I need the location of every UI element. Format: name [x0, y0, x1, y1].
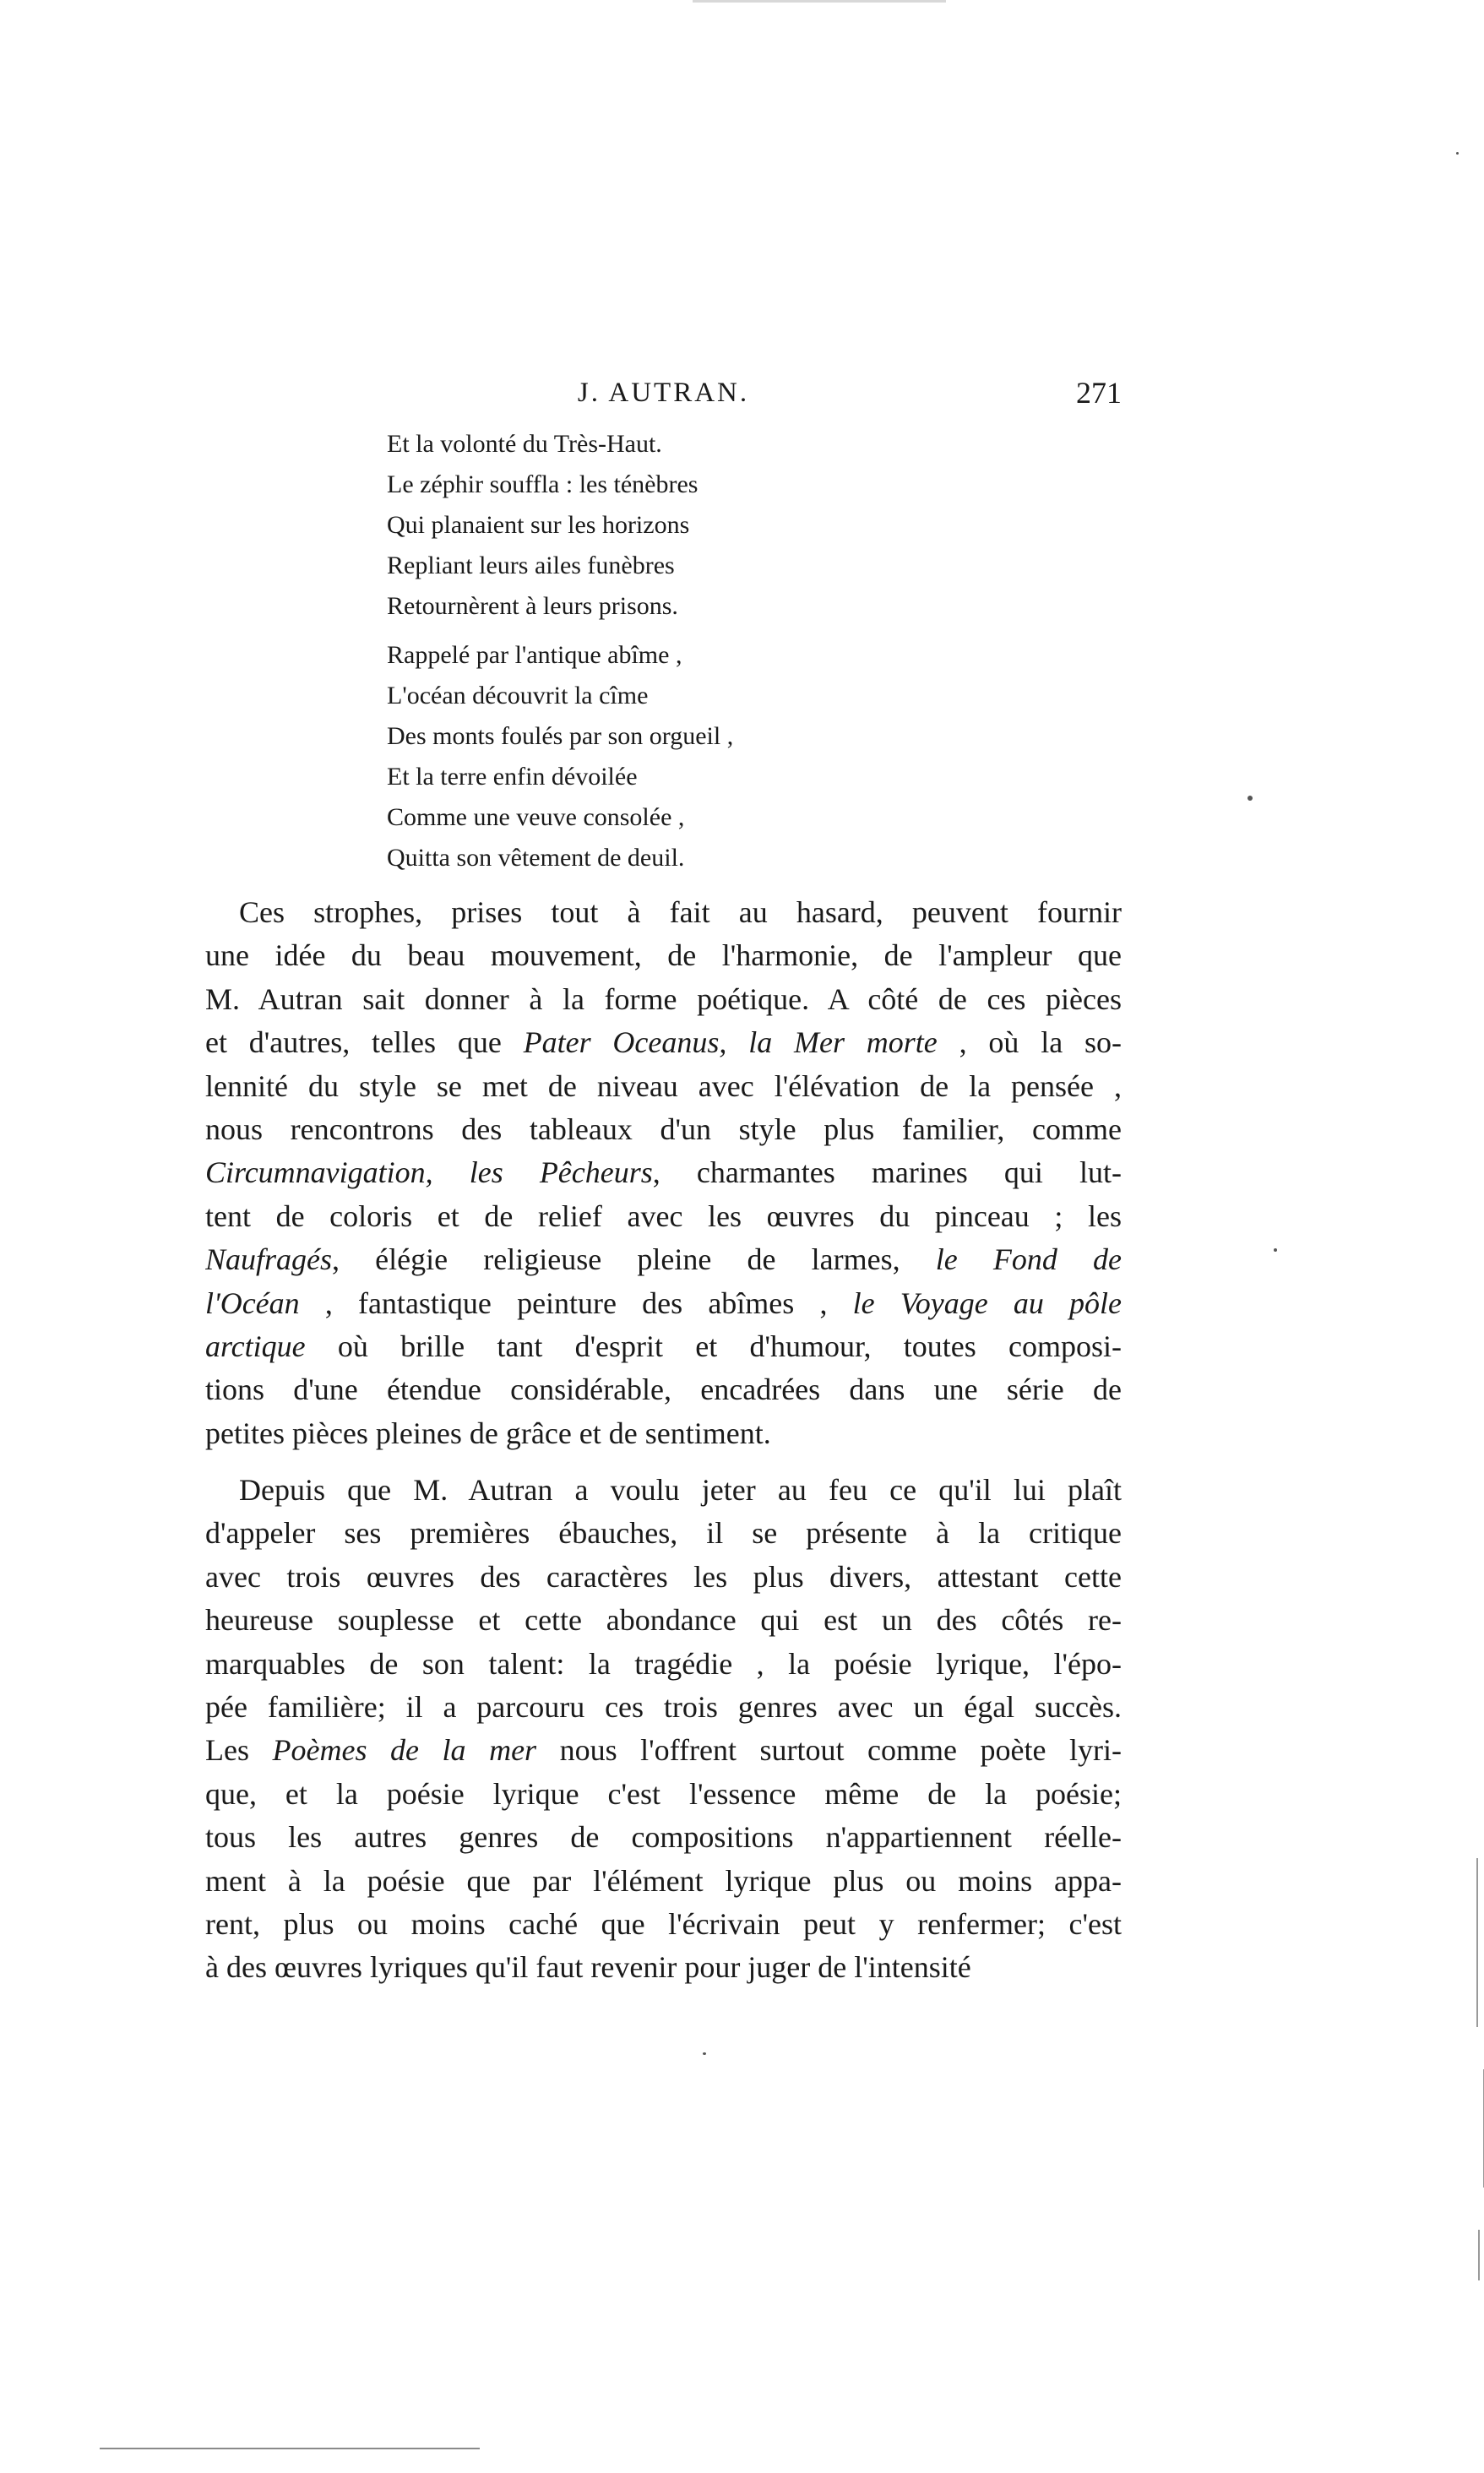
verse-line: Comme une veuve consolée , — [387, 803, 685, 831]
page-number: 271 — [1076, 376, 1122, 410]
text-line — [205, 1686, 1122, 1729]
text-line — [205, 1729, 1122, 1772]
text-line — [205, 1469, 1122, 1512]
scan-speck — [1248, 796, 1253, 801]
text-run: petites pièces pleines de grâce et de sentiment. — [205, 1416, 771, 1450]
verse-line: Et la volonté du Très-Haut. — [387, 430, 662, 458]
text-line — [205, 934, 1122, 977]
text-run: tous les autres genres de compositions n'appartiennent réelle- — [205, 1820, 1122, 1855]
text-line — [205, 1108, 1122, 1151]
text-run: , élégie religieuse pleine de larmes, — [332, 1242, 936, 1277]
text-run: Depuis que M. Autran a voulu jeter au feu ce qu'il lui plaît — [239, 1473, 1122, 1508]
top-edge-rule — [693, 0, 946, 3]
text-line — [205, 1512, 1122, 1555]
scan-margin-mark — [1476, 1858, 1478, 2027]
running-title: J. AUTRAN. — [577, 378, 750, 408]
verse-line: L'océan découvrit la cîme — [387, 682, 649, 709]
text-line — [205, 1946, 1122, 1989]
poem-block — [387, 424, 860, 887]
stanza — [387, 635, 860, 878]
text-line — [205, 1903, 1122, 1946]
text-run: marquables de son talent: la tragédie , la poésie lyrique, l'épo- — [205, 1646, 1122, 1681]
italic-title: Naufragés — [205, 1242, 333, 1277]
italic-title: arctique — [205, 1329, 306, 1363]
verse-line: Rappelé par l'antique abîme , — [387, 641, 682, 669]
text-line — [205, 1556, 1122, 1599]
text-line — [205, 1860, 1122, 1903]
text-line — [205, 1238, 1122, 1281]
italic-title: Pater Oceanus, la Mer morte — [523, 1025, 938, 1060]
text-line — [205, 1773, 1122, 1816]
text-line — [205, 1151, 1122, 1194]
text-line — [205, 1065, 1122, 1108]
text-run: Les — [205, 1733, 273, 1768]
text-run: à des œuvres lyriques qu'il faut revenir pour juger de l'intensité — [205, 1950, 971, 1985]
text-run: , fantastique peinture des abîmes , — [299, 1285, 853, 1320]
page-header — [205, 372, 1122, 414]
text-run: d'appeler ses premières ébauches, il se présente à la critique — [205, 1516, 1122, 1551]
text-run: pée familière; il a parcouru ces trois genres avec un égal succès. — [205, 1690, 1122, 1725]
text-run: tions d'une étendue considérable, encadrées dans une série de — [205, 1372, 1122, 1407]
text-run: rent, plus ou moins caché que l'écrivain peut y renfermer; c'est — [205, 1906, 1122, 1941]
text-line — [205, 978, 1122, 1021]
text-line — [205, 891, 1122, 934]
verse-line: Repliant leurs ailes funèbres — [387, 552, 675, 579]
text-line — [205, 1599, 1122, 1642]
stanza — [387, 424, 860, 627]
text-run: lennité du style se met de niveau avec l'élévation de la pensée , — [205, 1068, 1122, 1103]
verse-line: Le zéphir souffla : les ténèbres — [387, 470, 699, 498]
verse-line: Retournèrent à leurs prisons. — [387, 592, 678, 620]
text-run: nous rencontrons des tableaux d'un style plus familier, comme — [205, 1111, 1122, 1146]
text-line — [205, 1282, 1122, 1325]
text-run: , charmantes marines qui lut- — [652, 1155, 1122, 1190]
verse-line: Quitta son vêtement de deuil. — [387, 844, 685, 872]
italic-title: le Voyage au pôle — [852, 1285, 1122, 1320]
text-line — [205, 1368, 1122, 1411]
text-run: ment à la poésie que par l'élément lyrique plus ou moins appa- — [205, 1863, 1122, 1898]
text-line — [205, 1325, 1122, 1368]
verse-line: Des monts foulés par son orgueil , — [387, 722, 734, 750]
scan-speck — [1456, 152, 1459, 155]
scan-speck — [1274, 1248, 1277, 1252]
text-run: tent de coloris et de relief avec les œuvres du pinceau ; les — [205, 1198, 1122, 1233]
text-line — [205, 1412, 1122, 1455]
text-run: une idée du beau mouvement, de l'harmonie, de l'ampleur que — [205, 938, 1122, 973]
italic-title: Poèmes de la mer — [272, 1733, 537, 1768]
prose-body — [205, 891, 1122, 2003]
text-run: et d'autres, telles que — [205, 1025, 524, 1060]
verse-line: Qui planaient sur les horizons — [387, 511, 690, 539]
text-run: Ces strophes, prises tout à fait au hasard, peuvent fournir — [239, 895, 1122, 929]
text-run: où brille tant d'esprit et d'humour, toutes composi- — [305, 1329, 1122, 1363]
italic-title: Circumnavigation, les Pêcheurs — [205, 1155, 653, 1190]
verse-line: Et la terre enfin dévoilée — [387, 763, 638, 791]
text-line — [205, 1816, 1122, 1859]
text-run: nous l'offrent surtout comme poète lyri- — [536, 1733, 1122, 1768]
text-run: avec trois œuvres des caractères les plus divers, attestant cette — [205, 1559, 1122, 1594]
text-run: que, et la poésie lyrique c'est l'essence même de la poésie; — [205, 1776, 1122, 1811]
italic-title: l'Océan — [205, 1285, 300, 1320]
scan-margin-mark — [1478, 2230, 1480, 2280]
text-run: , où la so- — [937, 1025, 1122, 1060]
text-run: heureuse souplesse et cette abondance qui est un des côtés re- — [205, 1603, 1122, 1638]
text-line — [205, 1195, 1122, 1238]
text-line — [205, 1643, 1122, 1686]
italic-title: le Fond de — [935, 1242, 1122, 1277]
paragraph — [205, 891, 1122, 1455]
bottom-edge-rule — [100, 2448, 480, 2449]
scan-speck — [703, 2052, 706, 2055]
text-run: M. Autran sait donner à la forme poétique. A côté de ces pièces — [205, 981, 1122, 1016]
paragraph — [205, 1469, 1122, 1990]
text-line — [205, 1021, 1122, 1064]
